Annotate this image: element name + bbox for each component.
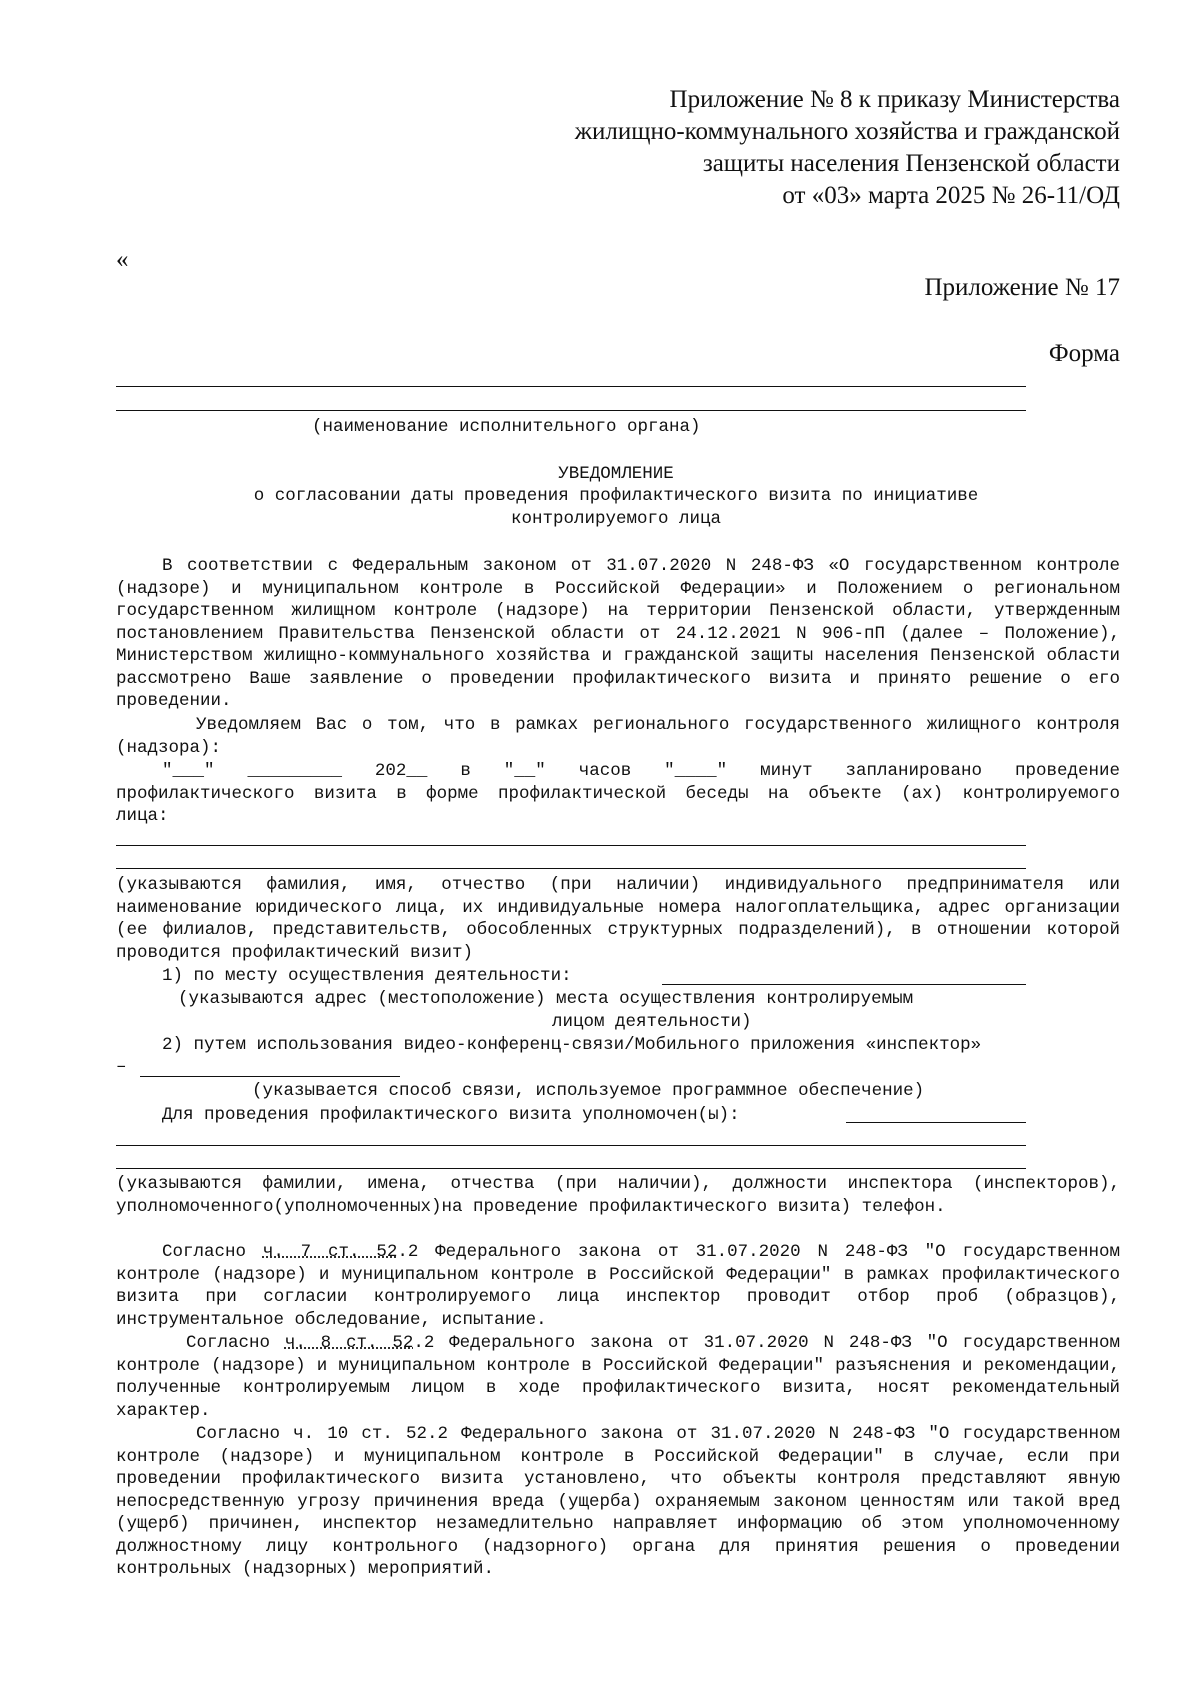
- authorized-inspectors-line-2: [116, 1145, 1026, 1146]
- paragraph-visit-schedule: "___" _________ 202__ в "__" часов "____" минут запланировано проведение профилактического визита в форме профилактической беседы на объекте (ах) контролируемого лица:: [116, 761, 1120, 826]
- controlled-person-line-1: [116, 845, 1026, 846]
- quote-mark: «: [116, 246, 129, 273]
- appendix-number: Приложение № 17: [924, 274, 1120, 301]
- authorized-inspectors-line-3: [116, 1168, 1026, 1169]
- law-article-link-7[interactable]: ч. 7 ст. 52: [262, 1242, 398, 1262]
- remote-dash: –: [116, 1057, 127, 1077]
- org-name-line-2: [116, 410, 1026, 411]
- notice-subtitle-line-1: о согласовании даты проведения профилактического визита по инициативе: [253, 486, 979, 506]
- law-article-link-8[interactable]: ч. 8 ст. 52: [284, 1333, 414, 1353]
- remote-method-line: [140, 1076, 400, 1077]
- paragraph-sampling: [116, 1241, 1120, 1331]
- order-reference: [520, 84, 1120, 212]
- controlled-person-caption: (указываются фамилия, имя, отчество (при наличии) индивидуального предпринимателя или наименование юридического лица, их индивидуальные номера налогоплательщика, адрес организации (ее филиалов, представительств, обособленных структурных подразделений), в отношении которой проводится профилактический визит): [116, 875, 1120, 963]
- org-name-line-1: [116, 386, 1026, 387]
- paragraph-recommendations: [116, 1332, 1120, 1422]
- on-site-address-line: [662, 984, 1026, 985]
- order-reference-line-1: Приложение № 8 к приказу Министерства: [669, 86, 1120, 113]
- paragraph-sampling-post: .2 Федерального закона от 31.07.2020 N 248-ФЗ "О государственном контроле (надзоре) и муниципальном контроле в Российской Федерации" в рамках профилактического визита при согласии контролируемого лица инспектор проводит отбор проб (образцов), инструментальное обследование, испытание.: [116, 1242, 1120, 1330]
- authorized-inspectors-caption: (указываются фамилии, имена, отчества (при наличии), должности инспектора (инспекторов), уполномоченного(уполномоченных)на проведение профилактического визита) телефон.: [116, 1174, 1120, 1217]
- on-site-address-caption-2: лицом деятельности): [552, 1012, 752, 1032]
- paragraph-recommendations-post: .2 Федерального закона от 31.07.2020 N 248-ФЗ "О государственном контроле (надзоре) и муниципальном контроле в Российской Федерации" разъяснения и рекомендации, полученные контролируемым лицом в ходе профилактического визита, носят рекомендательный характер.: [116, 1333, 1120, 1421]
- on-site-address-caption-1: (указываются адрес (местоположение) места осуществления контролируемым: [178, 989, 914, 1009]
- paragraph-recommendations-pre: Согласно: [186, 1333, 285, 1353]
- order-reference-line-2: жилищно-коммунального хозяйства и гражданской: [574, 118, 1120, 145]
- order-reference-line-4: от «03» марта 2025 № 26-11/ОД: [782, 182, 1120, 209]
- org-name-caption: (наименование исполнительного органа): [312, 417, 701, 437]
- controlled-person-line-2: [116, 868, 1026, 869]
- notice-title: УВЕДОМЛЕНИЕ: [558, 464, 674, 484]
- paragraph-threat-action: Согласно ч. 10 ст. 52.2 Федерального закона от 31.07.2020 N 248-ФЗ "О государственном контроле (надзоре) и муниципальном контроле в Российской Федерации" в случае, если при проведении профилактического визита установлено, что объекты контроля представляют явную непосредственную угрозу причинения вреда (ущерба) охраняемым законом ценностям или такой вред (ущерб) причинен, инспектор незамедлительно направляет информацию об этом уполномоченному должностному лицу контрольного (надзорного) органа для принятия решения о проведении контрольных (надзорных) мероприятий.: [116, 1424, 1120, 1579]
- paragraph-notification: Уведомляем Вас о том, что в рамках регионального государственного жилищного контроля (надзора):: [116, 715, 1120, 758]
- notice-subtitle-line-2: контролируемого лица: [510, 509, 722, 529]
- item-on-site: 1) по месту осуществления деятельности:: [162, 966, 572, 986]
- order-reference-line-3: защиты населения Пензенской области: [702, 150, 1120, 177]
- form-label: Форма: [1048, 340, 1120, 367]
- authorized-inspectors-line-1: [846, 1122, 1026, 1123]
- paragraph-sampling-pre: Согласно: [162, 1242, 263, 1262]
- paragraph-legal-basis: В соответствии с Федеральным законом от 31.07.2020 N 248-ФЗ «О государственном контроле (надзоре) и муниципальном контроле в Российской Федерации» и Положением о региональном государственном жилищном контроле (надзоре) на территории Пензенской области, утвержденным постановлением Правительства Пензенской области от 24.12.2021 N 906-пП (далее – Положение), Министерством жилищно-коммунального хозяйства и гражданской защиты населения Пензенской области рассмотрено Ваше заявление о проведении профилактического визита и принято решение о его проведении.: [116, 556, 1120, 711]
- item-remote: 2) путем использования видео-конференц-связи/Мобильного приложения «инспектор»: [162, 1035, 982, 1055]
- authorized-inspectors-label: Для проведения профилактического визита уполномочен(ы):: [162, 1105, 740, 1125]
- remote-method-caption: (указывается способ связи, используемое программное обеспечение): [252, 1081, 925, 1101]
